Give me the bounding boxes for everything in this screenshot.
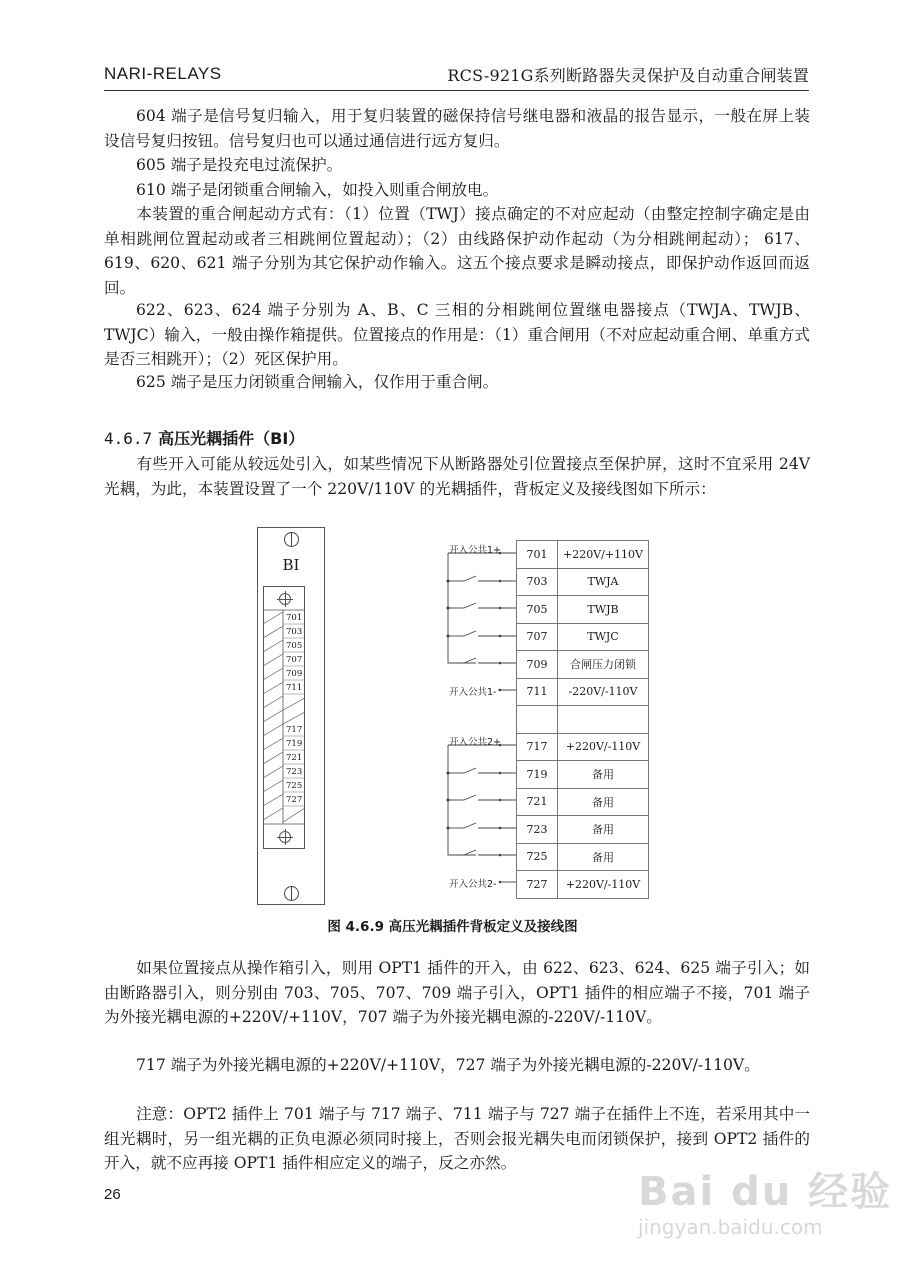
page-number: 26: [104, 1186, 121, 1203]
table-row: [517, 733, 649, 761]
terminal-definition: +220V/-110V: [558, 871, 649, 899]
paragraph-text: 622、623、624 端子分别为 A、B、C 三相的分相跳闸位置继电器接点（TWJA、TWJB、TWJC）输入，一般由操作箱提供。位置接点的作用是：（1）重合闸用（不对应起动重合闸、单重方式是否三相跳开）；（2）死区保护用。: [104, 301, 810, 368]
paragraph-625: [104, 370, 810, 395]
section-number: 4.6.7: [104, 429, 153, 448]
table-row: [517, 706, 649, 734]
paragraph-605: [104, 153, 810, 178]
terminal-number: 705: [517, 596, 558, 624]
terminal-number: 707: [517, 623, 558, 651]
terminal-label: 709: [286, 669, 303, 679]
terminal-label: 703: [286, 627, 303, 637]
terminal-label: 711: [286, 683, 303, 693]
table-row: [517, 541, 649, 569]
common2-plus-label: 开入公共2+: [449, 737, 502, 748]
crosshair-icon: [279, 831, 291, 843]
terminal-block: [263, 586, 305, 849]
terminal-definition: +220V/+110V: [558, 541, 649, 569]
terminal-label: 705: [286, 641, 303, 651]
paragraph-604: [104, 104, 810, 153]
terminal-label: 701: [286, 613, 303, 623]
terminal-hatch-graphic: [263, 586, 305, 849]
table-row: [517, 816, 649, 844]
table-row: [517, 843, 649, 871]
terminal-definition-table: [516, 540, 649, 899]
paragraph-text: 625 端子是压力闭锁重合闸输入，仅作用于重合闸。: [136, 373, 499, 391]
terminal-label: 717: [286, 725, 303, 735]
terminal-number: 711: [517, 678, 558, 706]
terminal-number: 719: [517, 761, 558, 789]
terminal-label: 719: [286, 739, 303, 749]
table-row: [517, 651, 649, 679]
screw-icon: [284, 532, 299, 547]
paragraph-opt1-wiring: [104, 956, 810, 1030]
bi-backplane-panel: [257, 527, 325, 905]
section-title: 高压光耦插件（BI）: [158, 429, 305, 448]
paragraph-text: 注意：OPT2 插件上 701 端子与 717 端子、711 端子与 727 端子在插件上不连，若采用其中一组光耦时，另一组光耦的正负电源必须同时接上，否则会报光耦失电而闭锁保护，接到 OPT2 插件的开入，就不应再接 OPT1 插件相应定义的端子，反之亦然。: [104, 1105, 810, 1172]
header-divider: [104, 90, 809, 91]
figure-caption: 图 4.6.9 高压光耦插件背板定义及接线图: [327, 919, 578, 935]
paragraph-text: 本装置的重合闸起动方式有：（1）位置（TWJ）接点确定的不对应起动（由整定控制字确定是由单相跳闸位置起动或者三相跳闸位置起动）；（2）由线路保护动作起动（为分相跳闸起动）； 617、619、620、621 端子分别为其它保护动作输入。这五个接点要求是瞬动接点，即保护动作返回而返回。: [104, 205, 810, 297]
terminal-number: 727: [517, 871, 558, 899]
table-row: [517, 623, 649, 651]
terminal-label: 723: [286, 767, 303, 777]
section-heading: [104, 426, 304, 449]
table-row: [517, 871, 649, 899]
terminal-label: 707: [286, 655, 303, 665]
header-brand: NARI-RELAYS: [104, 64, 222, 83]
terminal-definition: TWJC: [558, 623, 649, 651]
terminal-definition: 合闸压力闭锁: [558, 651, 649, 679]
paragraph-622-624: [104, 298, 810, 372]
terminal-definition: [558, 706, 649, 734]
panel-label: BI: [282, 556, 300, 574]
baidu-watermark: [638, 1160, 892, 1239]
terminal-number: 721: [517, 788, 558, 816]
common2-minus-label: 开入公共2-: [449, 879, 497, 890]
terminal-number: 701: [517, 541, 558, 569]
paragraph-text: 604 端子是信号复归输入，用于复归装置的磁保持信号继电器和液晶的报告显示，一般在屏上装设信号复归按钮。信号复归也可以通过通信进行远方复归。: [104, 107, 810, 150]
paragraph-text: 605 端子是投充电过流保护。: [136, 156, 343, 174]
terminal-definition: TWJB: [558, 596, 649, 624]
table-row: [517, 596, 649, 624]
paragraph-text: 717 端子为外接光耦电源的+220V/+110V，727 端子为外接光耦电源的-220V/-110V。: [136, 1056, 760, 1074]
paragraph-text: 如果位置接点从操作箱引入，则用 OPT1 插件的开入，由 622、623、624、625 端子引入；如由断路器引入，则分别由 703、705、707、709 端子引入，OPT1 插件的相应端子不接，701 端子为外接光耦电源的+220V/+110V，707 端子为外接光耦电源的-220V/-110V。: [104, 959, 810, 1026]
paragraph-610: [104, 178, 810, 203]
terminal-number: [517, 706, 558, 734]
terminal-definition: 备用: [558, 788, 649, 816]
terminal-number: 703: [517, 568, 558, 596]
terminal-number: 717: [517, 733, 558, 761]
terminal-number: 709: [517, 651, 558, 679]
terminal-definition: -220V/-110V: [558, 678, 649, 706]
common1-plus-label: 开入公共1+: [449, 545, 502, 556]
screw-icon: [284, 886, 299, 901]
terminal-definition: 备用: [558, 761, 649, 789]
header-document-title: RCS-921G系列断路器失灵保护及自动重合闸装置: [447, 66, 809, 85]
wiring-diagram: [438, 540, 518, 900]
table-row: [517, 761, 649, 789]
paragraph-text: 610 端子是闭锁重合闸输入，如投入则重合闸放电。: [136, 181, 499, 199]
section-intro: [104, 452, 810, 501]
terminal-definition: 备用: [558, 816, 649, 844]
common1-minus-label: 开入公共1-: [449, 687, 497, 698]
terminal-number: 723: [517, 816, 558, 844]
paragraph-717-727: [104, 1053, 810, 1078]
terminal-definition: +220V/-110V: [558, 733, 649, 761]
terminal-label: 725: [286, 781, 303, 791]
table-row: [517, 788, 649, 816]
terminal-definition: TWJA: [558, 568, 649, 596]
terminal-number: 725: [517, 843, 558, 871]
terminal-label: 721: [286, 753, 303, 763]
paragraph-text: 有些开入可能从较远处引入，如某些情况下从断路器处引位置接点至保护屏，这时不宜采用 24V 光耦，为此，本装置设置了一个 220V/110V 的光耦插件，背板定义及接线图如下所示：: [104, 455, 810, 498]
watermark-brand: Bai du 经验: [638, 1169, 893, 1215]
table-row: [517, 678, 649, 706]
table-row: [517, 568, 649, 596]
terminal-label: 727: [286, 795, 303, 805]
paragraph-reclose-start: [104, 202, 810, 300]
watermark-url: jingyan.baidu.com: [638, 1215, 823, 1239]
terminal-definition: 备用: [558, 843, 649, 871]
